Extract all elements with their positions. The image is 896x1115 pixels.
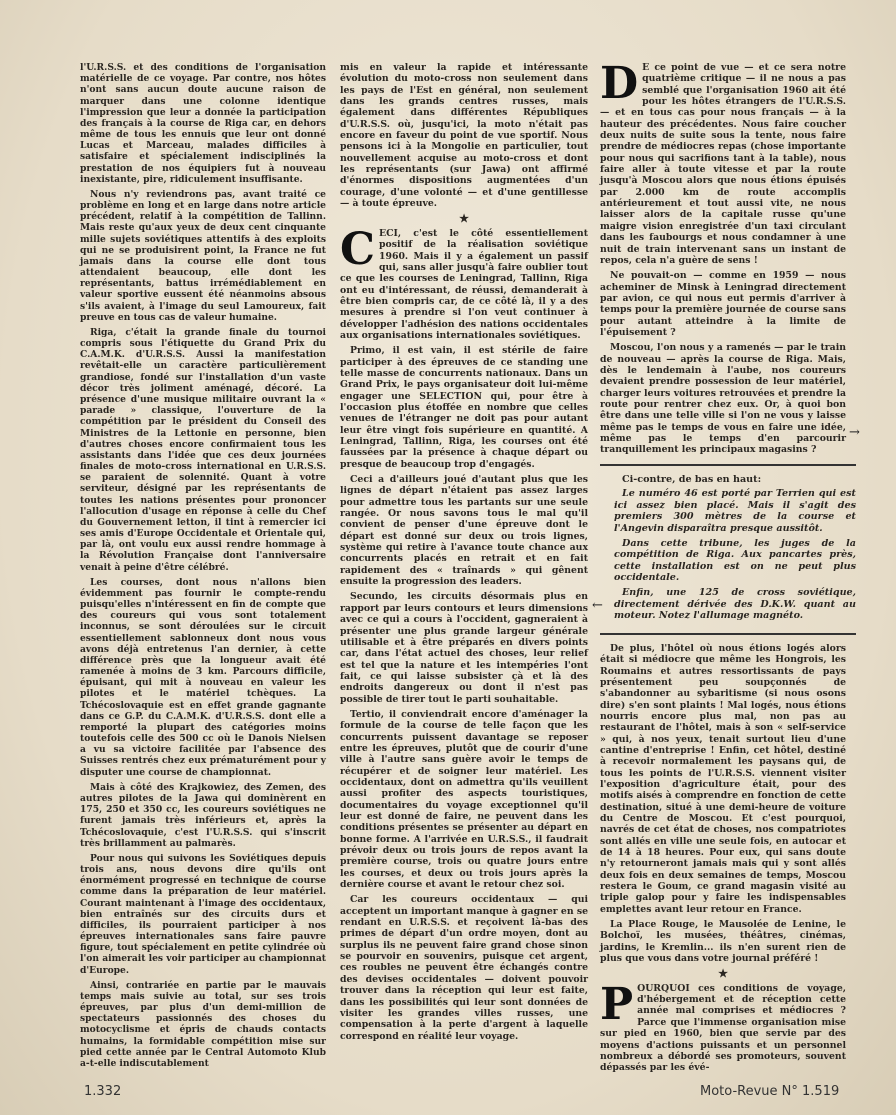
drop-cap: C xyxy=(340,223,376,275)
arrow-left-icon: ← xyxy=(592,598,603,613)
paragraph: Pour nous qui suivons les Soviétiques depuis trois ans, nous devons dire qu'ils ont énormément progressé en technique de course comme dans la préparation de leur matériel. Courant maintenant à l'image des occidentaux, bien entraînés sur des circuits durs et difficiles, ils pourraient participer à nos épreuves internationales sans faire pauvre figure, tout spécialement en petite cylindrée où l'on aimerait les voir participer au championnat d'Europe. xyxy=(80,852,326,976)
paragraph: Les courses, dont nous n'allons bien évidemment pas fournir le compte-rendu puisqu'elles n'intéressent en fin de compte que des coureurs qui vous sont totalement inconnus, se sont déroulées sur le circuit essentiellement sablonneux dont nous vous avons déjà entretenus l'an dernier, à cette différence près que la longueur avait été ramenée à moins de 3 km. Parcours difficile, épuisant, qui mit à nouveau en valeur les pilotes et le matériel tchèques. La Tchécoslovaquie est en effet grande gagnante dans ce G.P. du C.A.M.K. d'U.R.S.S. dont elle a remporté la plupart des catégories moins toutefois celle des 500 cc où le Danois Nielsen a vu sa victoire facilitée par l'absence des Suisses rentrés chez eux prématurément pour y disputer une course de championnat. xyxy=(80,576,326,778)
paragraph: Mais à côté des Krajkowiez, des Zemen, des autres pilotes de la Jawa qui dominèrent en 175, 250 et 350 cc, les coureurs soviétiques ne furent jamais très inférieurs et, après la Tchécoslovaquie, c'est l'U.R.S.S. qui s'inscrit très brillamment au palmarès. xyxy=(80,781,326,849)
caption-text: Le numéro 46 est porté par Terrien qui est ici assez bien placé. Mais il s'agit des premiers 300 mètres de la course et l'Angevin disparaîtra presque aussitôt. xyxy=(614,488,856,535)
paragraph: mis en valeur la rapide et intéressante évolution du moto-cross non seulement dans les pays de l'Est en général, non seulement dans les grands centres russes, mais également dans différentes Républiques d'U.R.S.S. où, jusqu'ici, la moto n'était pas encore en faveur du point de vue sportif. Nous pensons ici à la Mongolie en particulier, tout nouvellement acquise au moto-cross et dont les représentants (sur Jawa) ont affirmé d'énormes dispositions augmentées d'un courage, d'une volonté — et d'une gentillesse — à toute épreuve. xyxy=(340,62,588,210)
paragraph: l'U.R.S.S. et des conditions de l'organisation matérielle de ce voyage. Par contre, nos hôtes n'ont sans aucun doute aucune raison de marquer dans une colonne identique l'impression que leur a donnée la participation des français à la course de Riga car, en dehors même de tous les ennuis que leur ont donné Lucas et Marceau, malades difficiles à satisfaire et spécialement indisciplinés la prestation de nos équipiers fut à nouveau inexistante, pire, ridiculement insuffisante. xyxy=(80,62,326,185)
section-star-icon: ★ xyxy=(718,967,728,981)
drop-cap: D xyxy=(600,58,639,109)
paragraph: ECI, c'est le côté essentiellement positif de la réalisation soviétique 1960. Mais il y a également un passif qui, sans aller jusqu'à faire oublier tout ce que les courses de Leningrad, Tallinn, Riga ont eu d'intéressant, de réussi, demanderait à être bien compris car, de ce côté là, il y a des mesures à prendre si l'on veut continuer à développer l'adhésion des nations occidentales aux organisations internationales soviétiques. xyxy=(340,227,588,341)
column-2 xyxy=(340,62,588,1046)
paragraph: Moscou, l'on nous y a ramenés — par le train de nouveau — après la course de Riga. Mais, dès le lendemain à l'aube, nos coureurs devaient prendre possession de leur matériel, charger leurs voitures retrouvées et prendre la route pour rentrer chez eux. Or, à quoi bon être dans une telle ville si l'on ne vous y laisse même pas le temps de vous en faire une idée, même pas le temps d'en parcourir tranquillement les principaux magasins ? xyxy=(600,342,846,456)
paragraph: Ceci a d'ailleurs joué d'autant plus que les lignes de départ n'étaient pas assez larges pour admettre tous les partants sur une seule rangée. Or nous savons tous le mal qu'il convient de penser d'une épreuve dont le départ est donné sur deux ou trois lignes, système qui retire à l'avance toute chance aux concurrents placés en retrait et en fait rapidement des « traînards » qui gênent ensuite la progression des leaders. xyxy=(340,474,588,588)
column-3 xyxy=(600,58,856,1078)
page-footer xyxy=(0,1084,896,1104)
section-star-icon: ★ xyxy=(459,212,469,226)
paragraph: Primo, il est vain, il est stérile de faire participer à des épreuves de ce standing une telle masse de concurrents nationaux. Dans un Grand Prix, le pays organisateur doit lui-même engager une SELECTION qui, pour être à l'occasion plus étoffée en nombre que celles venues de l'étranger ne doit pas pour autant leur être vingt fois supérieure en quantité. A Leningrad, Tallinn, Riga, les courses ont été faussées par la présence à chaque départ ou presque de beaucoup trop d'engagés. xyxy=(340,345,588,470)
column-1 xyxy=(80,62,326,1073)
magazine-issue: Moto-Revue N° 1.519 xyxy=(700,1084,840,1099)
paragraph: Car les coureurs occidentaux — qui acceptent un important manque à gagner en se rendant en U.R.S.S. et reçoivent là-bas des primes de départ d'un ordre moyen, dont au surplus ils ne peuvent faire grand chose sinon se pourvoir en souvenirs, puisque cet argent, ces roubles ne peuvent être échangés contre des devises occidentales — doivent pouvoir trouver dans la réception qui leur est faite, dans les possibilités qui leur sont données de visiter les grandes villes russes, une compensation à la perte d'argent à laquelle correspond en réalité leur voyage. xyxy=(340,894,588,1042)
photo-caption-box xyxy=(600,464,856,635)
paragraph: OURQUOI ces conditions de voyage, d'hébergement et de réception cette année mal comprises et médiocres ? Parce que l'immense organisation mise sur pied en 1960, bien que servie par des moyens d'actions puissants et un personnel nombreux a débordé ses promoteurs, souvent dépassés par les évé- xyxy=(600,982,846,1074)
paragraph: Riga, c'était la grande finale du tournoi compris sous l'étiquette du Grand Prix du C.A.M.K. d'U.R.S.S. Aussi la manifestation revêtait-elle un caractère particulièrement grandiose, fondé sur l'installation d'un vaste décor très joliment aménagé, décoré. La présence d'une musique militaire ouvrant la « parade » classique, l'ouverture de la compétition par le président du Conseil des Ministres de la Lettonie en personne, bien d'autres choses encore confirmaient tous les assistants dans l'idée que ces deux journées finales de moto-cross international en U.R.S.S. se paraient de solennité. Quant à votre serviteur, désigné par les représentants de toutes les nations présentes pour prononcer l'allocution d'usage en réponse à celle du Chef du Gouvernement letton, il tint à remercier ici ses amis d'Europe Occidentale et Orientale qui, par là, ont voulu eux aussi rendre hommage à la Révolution Française dont l'anniversaire venait à peine d'être célébré. xyxy=(80,326,326,573)
paragraph: E ce point de vue — et ce sera notre quatrième critique — il ne nous a pas semblé que l'organisation 1960 ait été pour les hôtes étrangers de l'U.R.S.S. — et en tous cas pour nous français — à la hauteur des précédentes. Nous faire coucher deux nuits de suite sous la tente, nous faire prendre de médiocres repas (chose importante pour nous qui sacrifions tant à la table), nous faire aller à toute vitesse et par la route jusqu'à Moscou alors que nous étions épuisés par 2.000 km de route accomplis antérieurement et tout aussi vite, ne nous laisser alors de la capitale russe qu'une maigre vision enregistrée d'un taxi circulant dans les faubourgs et nous condamner à une nuit de train intervenant sans un instant de repos, cela n'a guère de sens ! xyxy=(600,62,846,266)
paragraph: Nous n'y reviendrons pas, avant traité ce problème en long et en large dans notre article précédent, relatif à la compétition de Tallinn. Mais reste qu'aux yeux de deux cent cinquante mille sujets soviétiques attentifs à des exploits qui ne se produisirent point, la France ne fut jamais dans la course elle dont tous attendaient beaucoup, elle dont les représentants, battus irrémédiablement en valeur sportive eussent été néanmoins absous s'ils avaient, à l'image du seul Lamoureux, fait preuve en tous cas de valeur humaine. xyxy=(80,188,326,323)
arrow-right-icon: → xyxy=(849,425,860,440)
paragraph: Secundo, les circuits désormais plus en rapport par leurs contours et leurs dimensions avec ce qui a cours à l'occident, gagneraient à présenter une plus grande largeur générale utilisable et à être préparés en divers points car, dans l'état actuel des choses, leur relief est tel que la nature et les intempéries l'ont fait, ce qui laisse subsister çà et là des endroits dangereux ou dont il n'est pas possible de tirer tout le parti souhaitable. xyxy=(340,591,588,705)
paragraph: Ainsi, contrariée en partie par le mauvais temps mais suivie au total, sur ses trois épreuves, par plus d'un demi-million de spectateurs passionnés des choses du motocyclisme et épris de chauds contacts humains, la formidable compétition mise sur pied cette année par le Central Automoto Klub a-t-elle indiscutablement xyxy=(80,979,326,1069)
paragraph: La Place Rouge, le Mausolée de Lenine, le Bolchoï, les musées, théâtres, cinémas, jardins, le Kremlin... ils n'en surent rien de plus que vous dans votre journal préféré ! xyxy=(600,919,846,965)
paragraph: Tertio, il conviendrait encore d'aménager la formule de la course de telle façon que les concurrents puissent davantage se reposer entre les épreuves, plutôt que de courir d'une ville à l'autre sans guère avoir le temps de récupérer et de soigner leur matériel. Les occidentaux, dont on admettra qu'ils veuillent aussi profiter des aspects touristiques, documentaires du voyage exceptionnel qu'il leur est donné de faire, ne peuvent dans les conditions présentes se présenter au départ en bonne forme. A l'arrivée en U.R.S.S., il faudrait prévoir deux ou trois jours de repos avant la première course, trois ou quatre jours entre les courses, et deux ou trois jours après la dernière course et avant le retour chez soi. xyxy=(340,708,588,891)
paragraph: De plus, l'hôtel où nous étions logés alors était si médiocre que même les Hongrois, les Roumains et autres ressortissants de pays présentement peu soupçonnés de s'abandonner au sybaritisme (si nous osons dire) s'en sont plaints ! Mal logés, nous étions nourris encore plus mal, non pas au restaurant de l'hôtel, mais à son « self-service » qui, à nos yeux, tenait surtout lieu d'une cantine d'entreprise ! Enfin, cet hôtel, destiné à recevoir normalement les paysans qui, de tous les points de l'U.R.S.S. viennent visiter l'exposition d'agriculture était, pour des motifs aisés à comprendre en fonction de cette destination, situé à une demi-heure de voiture du Centre de Moscou. Et c'est pourquoi, navrés de cet état de choses, nos compatriotes sont allés en ville une seule fois, en autocar et de 14 à 18 heures. Pour eux, qui sans doute n'y retourneront jamais mais qui y sont allés deux fois en deux semaines de temps, Moscou restera le Goum, ce grand magasin visité au triple galop pour y faire les indispensables emplettes avant leur retour en France. xyxy=(600,642,846,915)
caption-heading: Ci-contre, de bas en haut: xyxy=(622,473,762,485)
drop-cap: P xyxy=(600,978,634,1030)
caption-text: Enfin, une 125 de cross soviétique, directement dérivée des D.K.W. quant au moteur. Notez l'allumage magnéto. xyxy=(614,587,856,622)
paragraph: Ne pouvait-on — comme en 1959 — nous acheminer de Minsk à Leningrad directement par avion, ce qui nous eut permis d'arriver à temps pour la première journée de course sans pour autant atteindre à la limite de l'épuisement ? xyxy=(600,270,846,338)
page-number: 1.332 xyxy=(84,1084,122,1099)
caption-text: Dans cette tribune, les juges de la compétition de Riga. Aux pancartes près, cette installation est on ne peut plus occidentale. xyxy=(614,537,856,584)
